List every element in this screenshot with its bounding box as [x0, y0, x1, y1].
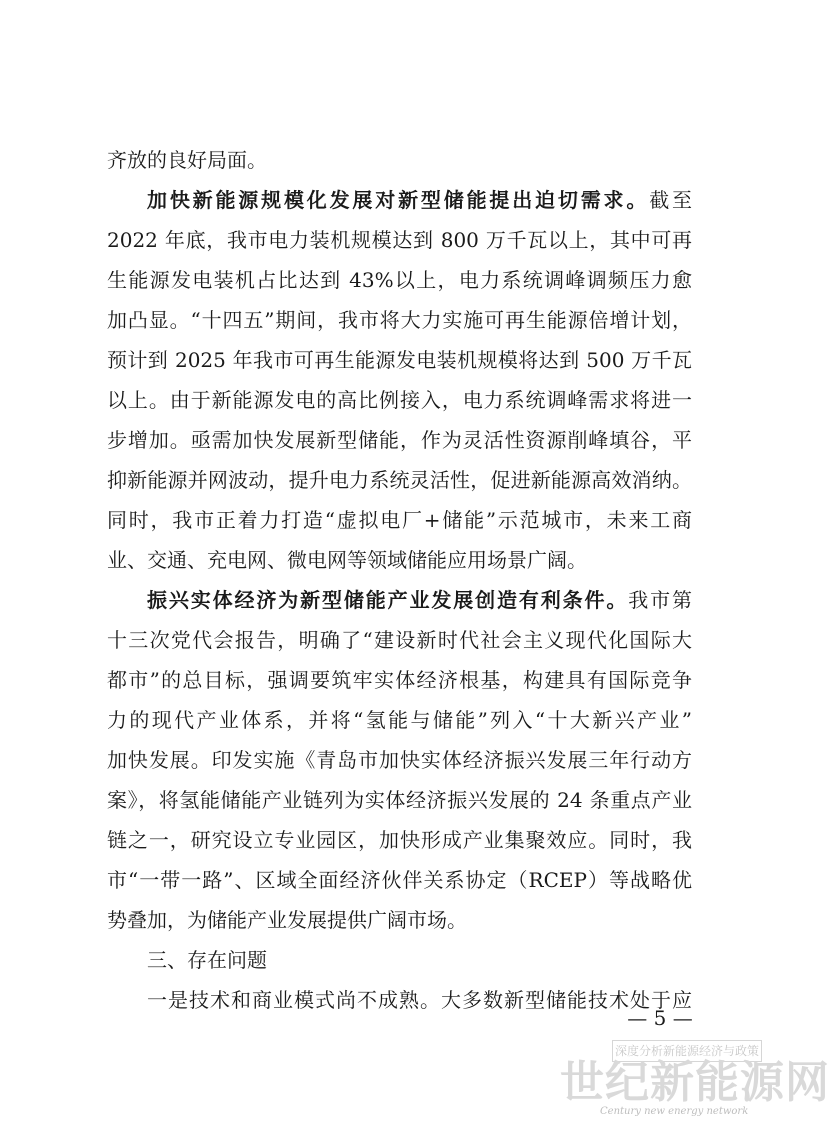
paragraph-line: 十三次党代会报告，明确了“建设新时代社会主义现代化国际大	[107, 628, 692, 652]
paragraph-line: 市“一带一路”、区域全面经济伙伴关系协定（RCEP）等战略优	[107, 868, 692, 892]
watermark-logo: 世纪新能源网	[560, 1057, 830, 1108]
paragraph-line: 加快新能源规模化发展对新型储能提出迫切需求。截至	[147, 188, 693, 212]
paragraph-line: 2022 年底，我市电力装机规模达到 800 万千瓦以上，其中可再	[107, 228, 692, 252]
paragraph-line: 抑新能源并网波动，提升电力系统灵活性，促进新能源高效消纳。	[107, 468, 692, 492]
paragraph-line: 势叠加，为储能产业发展提供广阔市场。	[107, 908, 467, 932]
paragraph-line: 生能源发电装机占比达到 43%以上，电力系统调峰调频压力愈	[107, 268, 692, 292]
bold-lead: 振兴实体经济为新型储能产业发展创造有利条件。	[147, 588, 629, 612]
paragraph-line: 齐放的良好局面。	[107, 148, 267, 172]
paragraph-line: 加快发展。印发实施《青岛市加快实体经济振兴发展三年行动方	[107, 748, 692, 772]
paragraph-line: 案》，将氢能储能产业链列为实体经济振兴发展的 24 条重点产业	[107, 788, 692, 812]
paragraph-line: 振兴实体经济为新型储能产业发展创造有利条件。我市第	[147, 588, 692, 612]
paragraph-line: 预计到 2025 年我市可再生能源发电装机规模将达到 500 万千瓦	[107, 348, 692, 372]
paragraph-line: 以上。由于新能源发电的高比例接入，电力系统调峰需求将进一	[107, 388, 692, 412]
paragraph-line: 链之一，研究设立专业园区，加快形成产业集聚效应。同时，我	[107, 828, 692, 852]
watermark-slogan: 深度分析新能源经济与政策	[612, 1040, 762, 1062]
paragraph-line: 业、交通、充电网、微电网等领域储能应用场景广阔。	[107, 548, 587, 572]
paragraph-line: 都市”的总目标，强调要筑牢实体经济根基，构建具有国际竞争	[107, 668, 692, 692]
paragraph-line: 力的现代产业体系，并将“氢能与储能”列入“十大新兴产业”	[107, 708, 692, 732]
watermark-english: Century new energy network	[600, 1106, 749, 1117]
paragraph-line: 同时，我市正着力打造“虚拟电厂+储能”示范城市，未来工商	[107, 508, 692, 532]
bold-lead: 加快新能源规模化发展对新型储能提出迫切需求。	[147, 188, 650, 212]
section-heading: 三、存在问题	[147, 948, 267, 972]
paragraph-line: 步增加。亟需加快发展新型储能，作为灵活性资源削峰填谷，平	[107, 428, 692, 452]
paragraph-line: 一是技术和商业模式尚不成熟。大多数新型储能技术处于应	[147, 988, 692, 1012]
paragraph-line: 加凸显。“十四五”期间，我市将大力实施可再生能源倍增计划，	[107, 308, 692, 332]
page-number: — 5 —	[627, 1006, 693, 1030]
